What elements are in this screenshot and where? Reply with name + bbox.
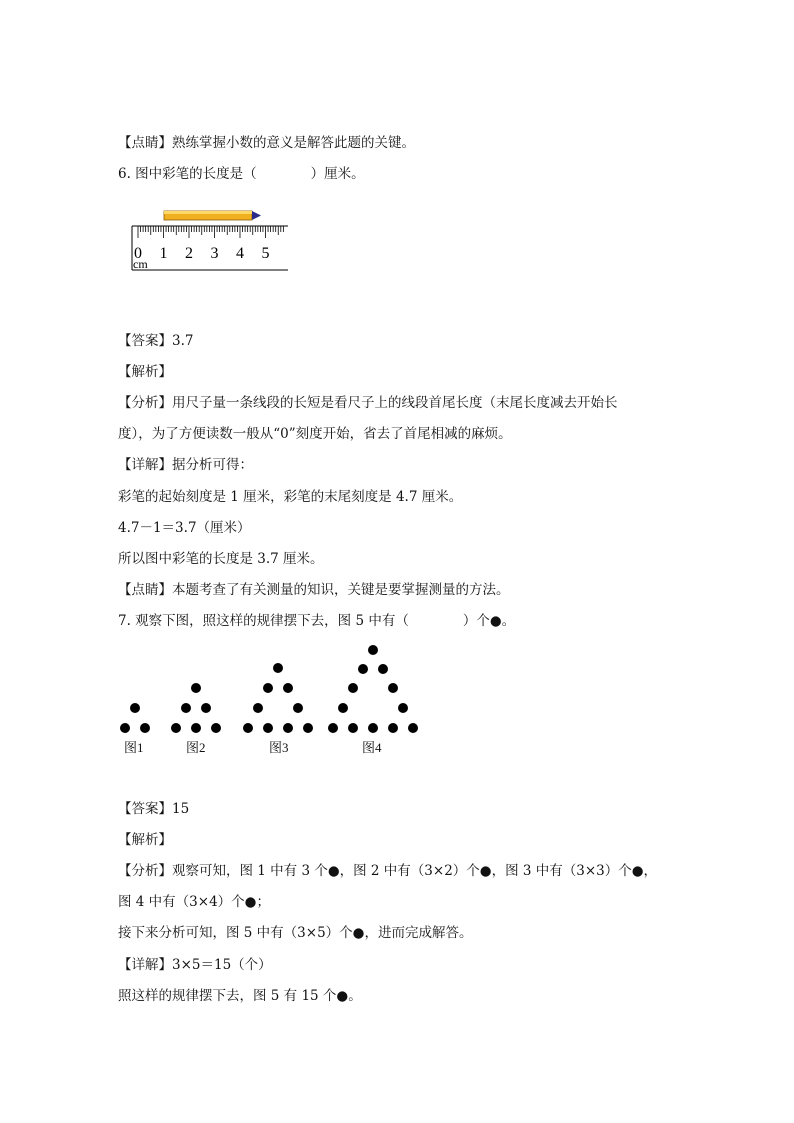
q6-detail-3: 4.7－1＝3.7（厘米） — [118, 520, 251, 536]
dot — [368, 645, 378, 655]
q7-question: 7. 观察下图，照这样的规律摆下去，图 5 中有（ ）个●。 — [118, 613, 516, 629]
ruler-figure — [128, 200, 294, 275]
q6-question: 6. 图中彩笔的长度是（ ）厘米。 — [118, 166, 365, 182]
figure-label: 图2 — [186, 740, 206, 755]
dot — [283, 723, 293, 733]
figure-label: 图1 — [124, 740, 144, 755]
ruler-number: 3 — [210, 245, 219, 262]
ruler-number: 0 — [134, 245, 142, 262]
dot — [408, 723, 418, 733]
figure-label: 图4 — [362, 740, 382, 755]
dot — [303, 723, 313, 733]
dot — [140, 723, 150, 733]
q7-detail-1: 【详解】3×5＝15（个） — [118, 957, 272, 973]
q6-answer: 【答案】3.7 — [118, 333, 194, 349]
dot — [368, 723, 378, 733]
dot — [263, 723, 273, 733]
ruler-unit: cm — [133, 257, 148, 271]
ruler-number: 5 — [261, 245, 270, 262]
q7-analysis-1: 【分析】观察可知，图 1 中有 3 个●，图 2 中有（3×2）个●，图 3 中有（3×3）个●， — [118, 863, 658, 879]
dot — [191, 723, 201, 733]
dot — [348, 723, 358, 733]
dot — [388, 683, 398, 693]
dot — [181, 703, 191, 713]
dot — [388, 723, 398, 733]
ruler-number: 2 — [185, 245, 193, 262]
q7-answer: 【答案】15 — [118, 801, 190, 817]
dot — [201, 703, 211, 713]
q6-analysis-header: 【解析】 — [118, 364, 172, 380]
ruler-number: 4 — [236, 245, 244, 262]
dot — [398, 703, 408, 713]
dot — [293, 703, 303, 713]
dot — [171, 723, 181, 733]
q5-tip: 【点睛】熟练掌握小数的意义是解答此题的关键。 — [118, 135, 415, 151]
dot — [348, 683, 358, 693]
q6-analysis-1: 【分析】用尺子量一条线段的长短是看尺子上的线段首尾长度（末尾长度减去开始长 — [118, 395, 618, 411]
dot — [120, 723, 130, 733]
dot — [273, 663, 283, 673]
q6-detail-4: 所以图中彩笔的长度是 3.7 厘米。 — [118, 551, 324, 567]
dot — [253, 703, 263, 713]
dot — [338, 703, 348, 713]
dot — [263, 683, 273, 693]
dot — [191, 683, 201, 693]
dot — [378, 664, 388, 674]
dot — [243, 723, 253, 733]
dot — [358, 664, 368, 674]
q7-detail-2: 照这样的规律摆下去，图 5 有 15 个●。 — [118, 988, 362, 1004]
dot — [328, 723, 338, 733]
q6-detail-2: 彩笔的起始刻度是 1 厘米，彩笔的末尾刻度是 4.7 厘米。 — [118, 489, 463, 505]
dot — [211, 723, 221, 733]
q6-tip: 【点睛】本题考查了有关测量的知识，关键是要掌握测量的方法。 — [118, 582, 510, 598]
figure-label: 图3 — [269, 740, 289, 755]
q7-analysis-header: 【解析】 — [118, 832, 172, 848]
ruler-number: 1 — [159, 245, 168, 262]
q6-detail-1: 【详解】据分析可得： — [118, 457, 253, 473]
q7-analysis-3: 接下来分析可知，图 5 中有（3×5）个●，进而完成解答。 — [118, 925, 473, 941]
dot — [283, 683, 293, 693]
q7-analysis-2: 图 4 中有（3×4）个●； — [118, 894, 270, 910]
pencil — [164, 211, 261, 220]
dot — [130, 703, 140, 713]
q6-analysis-2: 度），为了方便读数一般从“0”刻度开始，省去了首尾相减的麻烦。 — [118, 426, 512, 442]
